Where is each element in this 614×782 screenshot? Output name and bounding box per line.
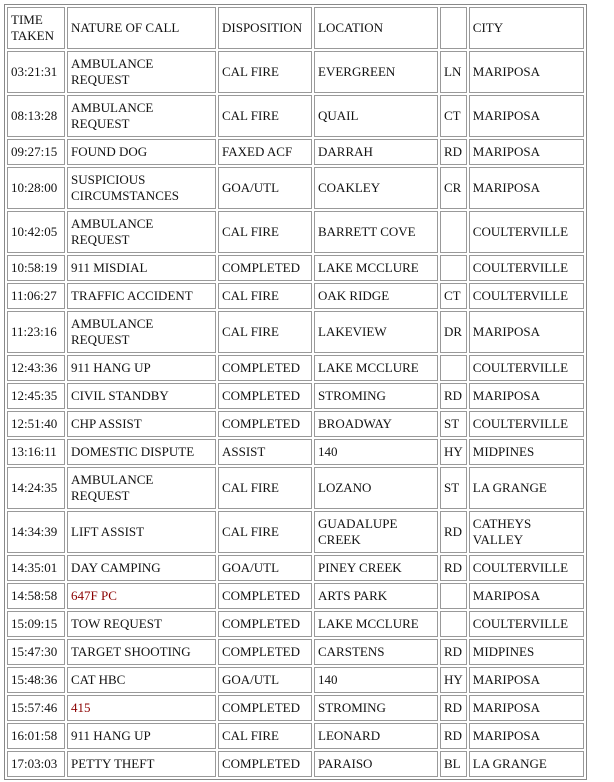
cell-time: 17:03:03 [7, 751, 65, 777]
cell-city: MARIPOSA [469, 95, 584, 137]
cell-city: MARIPOSA [469, 383, 584, 409]
cell-city: COULTERVILLE [469, 611, 584, 637]
cell-street-suffix: ST [440, 467, 467, 509]
cell-nature-of-call: AMBULANCE REQUEST [67, 311, 216, 353]
cell-street-suffix: ST [440, 411, 467, 437]
cell-nature-of-call: LIFT ASSIST [67, 511, 216, 553]
cell-time: 15:47:30 [7, 639, 65, 665]
cell-location: EVERGREEN [314, 51, 438, 93]
cell-disposition: COMPLETED [218, 255, 312, 281]
cell-time: 10:42:05 [7, 211, 65, 253]
cell-location: 140 [314, 439, 438, 465]
cell-location: COAKLEY [314, 167, 438, 209]
cell-location: LAKEVIEW [314, 311, 438, 353]
cell-disposition: COMPLETED [218, 383, 312, 409]
cell-street-suffix: LN [440, 51, 467, 93]
cell-location: LAKE MCCLURE [314, 255, 438, 281]
cell-street-suffix: HY [440, 667, 467, 693]
cell-location: DARRAH [314, 139, 438, 165]
cell-city: COULTERVILLE [469, 211, 584, 253]
table-row [7, 439, 584, 465]
table-row [7, 383, 584, 409]
cell-street-suffix: CT [440, 283, 467, 309]
cell-nature-of-call: TOW REQUEST [67, 611, 216, 637]
cell-disposition: COMPLETED [218, 355, 312, 381]
cell-location: STROMING [314, 695, 438, 721]
cell-city: MARIPOSA [469, 51, 584, 93]
table-row [7, 639, 584, 665]
cell-nature-of-call: CIVIL STANDBY [67, 383, 216, 409]
cell-disposition: GOA/UTL [218, 555, 312, 581]
cell-nature-of-call: 911 HANG UP [67, 355, 216, 381]
cell-nature-of-call: DAY CAMPING [67, 555, 216, 581]
cell-nature-of-call: AMBULANCE REQUEST [67, 95, 216, 137]
cell-time: 03:21:31 [7, 51, 65, 93]
cell-street-suffix [440, 255, 467, 281]
cell-street-suffix [440, 355, 467, 381]
cell-street-suffix: DR [440, 311, 467, 353]
cell-nature-of-call: CAT HBC [67, 667, 216, 693]
cell-disposition: CAL FIRE [218, 511, 312, 553]
table-row [7, 167, 584, 209]
cell-location: QUAIL [314, 95, 438, 137]
cell-time: 10:28:00 [7, 167, 65, 209]
table-row [7, 95, 584, 137]
cell-time: 12:51:40 [7, 411, 65, 437]
cell-time: 14:24:35 [7, 467, 65, 509]
cell-time: 14:35:01 [7, 555, 65, 581]
cell-nature-of-call: AMBULANCE REQUEST [67, 51, 216, 93]
cell-city: CATHEYS VALLEY [469, 511, 584, 553]
cell-location: PINEY CREEK [314, 555, 438, 581]
cell-location: BARRETT COVE [314, 211, 438, 253]
cell-city: LA GRANGE [469, 751, 584, 777]
cell-nature-of-call: 911 MISDIAL [67, 255, 216, 281]
cell-disposition: CAL FIRE [218, 723, 312, 749]
cell-city: MARIPOSA [469, 139, 584, 165]
table-row [7, 211, 584, 253]
cell-time: 15:09:15 [7, 611, 65, 637]
cell-time: 16:01:58 [7, 723, 65, 749]
cell-location: LOZANO [314, 467, 438, 509]
cell-city: COULTERVILLE [469, 555, 584, 581]
cell-location: PARAISO [314, 751, 438, 777]
cell-time: 11:06:27 [7, 283, 65, 309]
cell-disposition: ASSIST [218, 439, 312, 465]
cell-city: MIDPINES [469, 639, 584, 665]
cell-time: 11:23:16 [7, 311, 65, 353]
cell-city: MARIPOSA [469, 167, 584, 209]
cell-street-suffix: RD [440, 723, 467, 749]
cell-time: 10:58:19 [7, 255, 65, 281]
cell-time: 15:48:36 [7, 667, 65, 693]
cell-street-suffix: HY [440, 439, 467, 465]
table-row [7, 667, 584, 693]
cell-nature-of-call: PETTY THEFT [67, 751, 216, 777]
cell-time: 15:57:46 [7, 695, 65, 721]
cell-street-suffix: RD [440, 639, 467, 665]
cell-location: ARTS PARK [314, 583, 438, 609]
cell-disposition: COMPLETED [218, 583, 312, 609]
table-row [7, 467, 584, 509]
cell-street-suffix [440, 583, 467, 609]
cell-nature-of-call: TRAFFIC ACCIDENT [67, 283, 216, 309]
cell-nature-of-call: FOUND DOG [67, 139, 216, 165]
table-row [7, 511, 584, 553]
call-log-body [7, 51, 584, 777]
cell-disposition: CAL FIRE [218, 95, 312, 137]
cell-time: 13:16:11 [7, 439, 65, 465]
cell-street-suffix: RD [440, 383, 467, 409]
cell-street-suffix: RD [440, 511, 467, 553]
cell-city: COULTERVILLE [469, 355, 584, 381]
table-row [7, 411, 584, 437]
cell-disposition: CAL FIRE [218, 467, 312, 509]
cell-time: 14:34:39 [7, 511, 65, 553]
cell-location: 140 [314, 667, 438, 693]
cell-time: 12:45:35 [7, 383, 65, 409]
table-row [7, 751, 584, 777]
cell-disposition: COMPLETED [218, 639, 312, 665]
cell-disposition: CAL FIRE [218, 283, 312, 309]
cell-street-suffix: RD [440, 695, 467, 721]
cell-time: 12:43:36 [7, 355, 65, 381]
table-row [7, 311, 584, 353]
header-row [7, 7, 584, 49]
cell-location: STROMING [314, 383, 438, 409]
cell-disposition: CAL FIRE [218, 211, 312, 253]
cell-disposition: GOA/UTL [218, 167, 312, 209]
cell-nature-of-call: AMBULANCE REQUEST [67, 467, 216, 509]
cell-location: BROADWAY [314, 411, 438, 437]
header-time-taken: TIME TAKEN [7, 7, 65, 49]
header-city: CITY [469, 7, 584, 49]
cell-nature-of-call: DOMESTIC DISPUTE [67, 439, 216, 465]
cell-disposition: CAL FIRE [218, 51, 312, 93]
cell-city: COULTERVILLE [469, 283, 584, 309]
cell-nature-of-call: 911 HANG UP [67, 723, 216, 749]
table-row [7, 723, 584, 749]
cell-location: CARSTENS [314, 639, 438, 665]
cell-location: LEONARD [314, 723, 438, 749]
cell-nature-of-call: CHP ASSIST [67, 411, 216, 437]
cell-city: MARIPOSA [469, 695, 584, 721]
cell-disposition: COMPLETED [218, 611, 312, 637]
cell-time: 08:13:28 [7, 95, 65, 137]
table-row [7, 583, 584, 609]
table-row [7, 51, 584, 93]
cell-nature-of-call: SUSPICIOUS CIRCUMSTANCES [67, 167, 216, 209]
cell-city: MARIPOSA [469, 583, 584, 609]
cell-city: MARIPOSA [469, 667, 584, 693]
cell-time: 14:58:58 [7, 583, 65, 609]
header-disposition: DISPOSITION [218, 7, 312, 49]
cell-city: MIDPINES [469, 439, 584, 465]
table-row [7, 611, 584, 637]
table-row [7, 695, 584, 721]
cell-street-suffix [440, 211, 467, 253]
cell-street-suffix: BL [440, 751, 467, 777]
table-row [7, 139, 584, 165]
cell-location: LAKE MCCLURE [314, 355, 438, 381]
cell-street-suffix: RD [440, 139, 467, 165]
cell-disposition: CAL FIRE [218, 311, 312, 353]
cell-location: OAK RIDGE [314, 283, 438, 309]
cell-street-suffix: CT [440, 95, 467, 137]
cell-disposition: GOA/UTL [218, 667, 312, 693]
call-log-table [4, 4, 587, 780]
header-location: LOCATION [314, 7, 438, 49]
cell-nature-of-call: 415 [67, 695, 216, 721]
cell-street-suffix: CR [440, 167, 467, 209]
header-suffix [440, 7, 467, 49]
cell-city: MARIPOSA [469, 723, 584, 749]
table-row [7, 283, 584, 309]
cell-city: MARIPOSA [469, 311, 584, 353]
cell-city: LA GRANGE [469, 467, 584, 509]
cell-disposition: COMPLETED [218, 411, 312, 437]
table-row [7, 355, 584, 381]
cell-street-suffix: RD [440, 555, 467, 581]
cell-city: COULTERVILLE [469, 411, 584, 437]
cell-disposition: FAXED ACF [218, 139, 312, 165]
cell-nature-of-call: 647F PC [67, 583, 216, 609]
cell-disposition: COMPLETED [218, 751, 312, 777]
call-log [4, 4, 587, 780]
header-nature-of-call: NATURE OF CALL [67, 7, 216, 49]
cell-nature-of-call: AMBULANCE REQUEST [67, 211, 216, 253]
cell-location: LAKE MCCLURE [314, 611, 438, 637]
cell-nature-of-call: TARGET SHOOTING [67, 639, 216, 665]
table-row [7, 255, 584, 281]
cell-location: GUADALUPE CREEK [314, 511, 438, 553]
cell-disposition: COMPLETED [218, 695, 312, 721]
cell-city: COULTERVILLE [469, 255, 584, 281]
cell-street-suffix [440, 611, 467, 637]
cell-time: 09:27:15 [7, 139, 65, 165]
table-row [7, 555, 584, 581]
